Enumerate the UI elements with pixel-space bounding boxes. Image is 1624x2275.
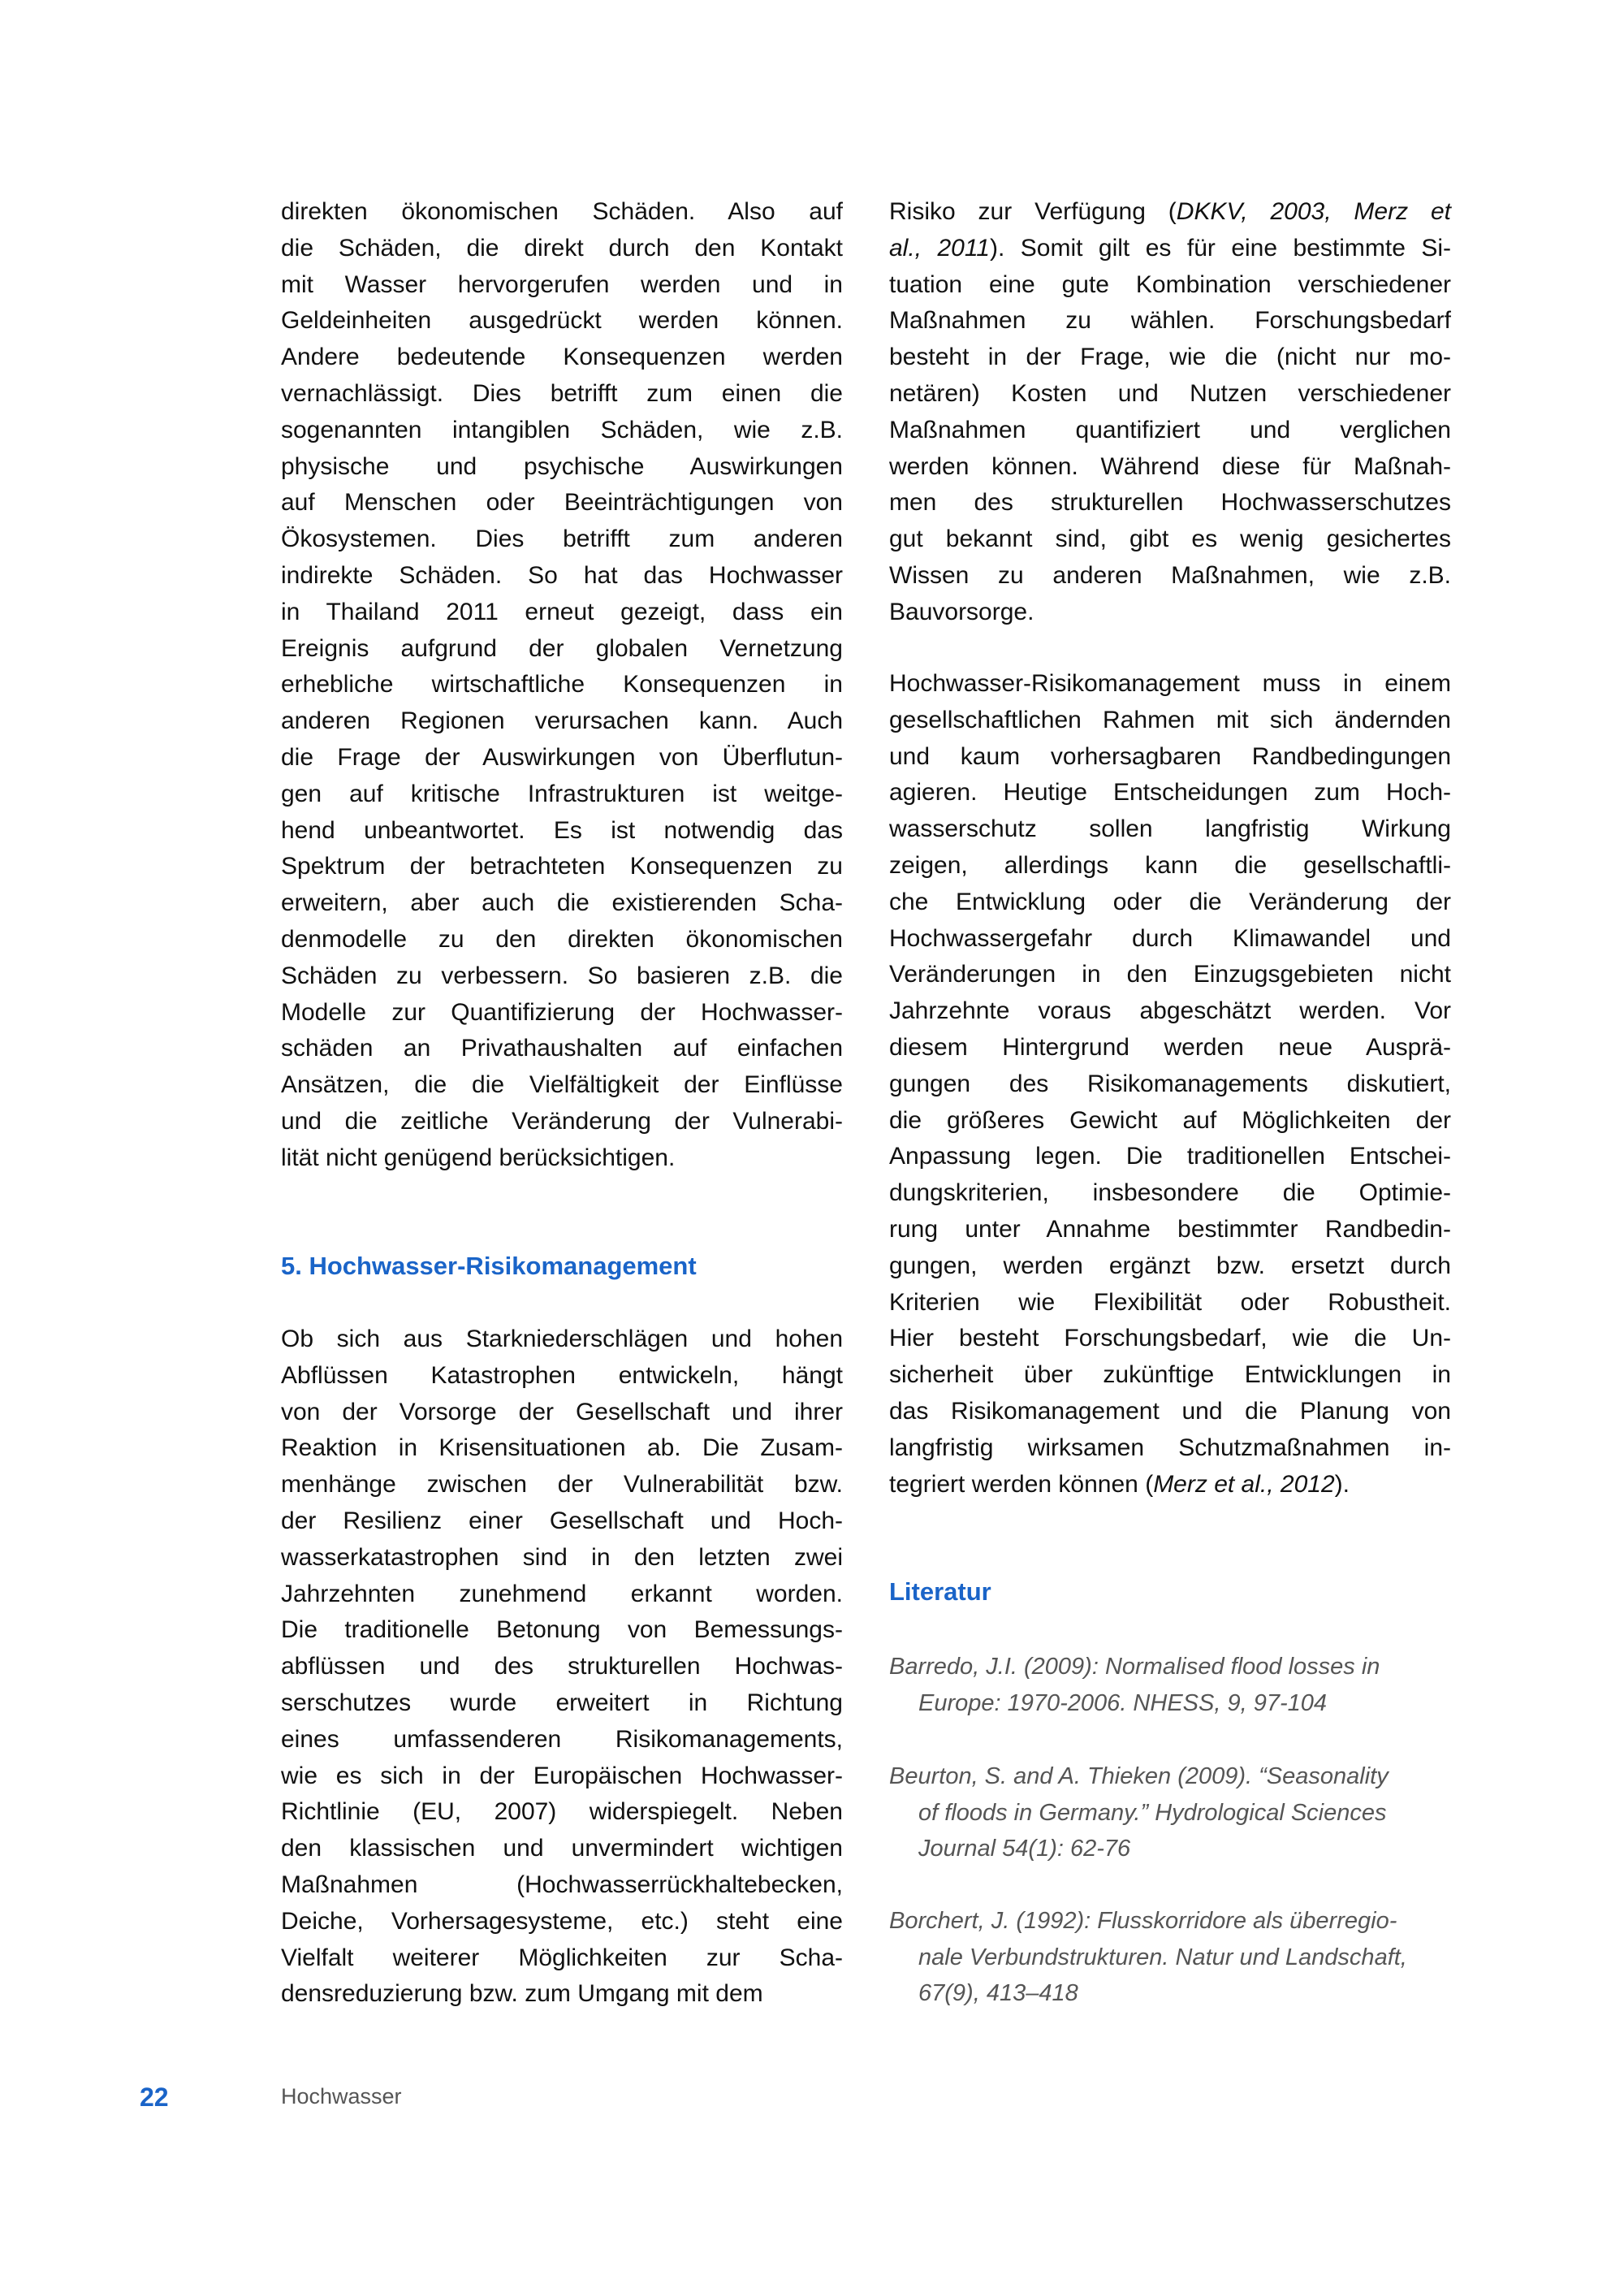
citation-text: Merz et al., 2012 (1153, 1470, 1335, 1498)
text-line: indirekte Schäden. So hat das Hochwasser (281, 561, 843, 589)
reference-line: Journal 54(1): 62-76 (918, 1836, 1131, 1862)
section-heading: 5. Hochwasser-Risikomanagement (281, 1252, 697, 1280)
text-line: gen auf kritische Infrastrukturen ist weitge- (281, 780, 843, 807)
reference-line: 67(9), 413–418 (918, 1980, 1078, 2006)
text-line: erhebliche wirtschaftliche Konsequenzen in (281, 671, 843, 699)
text-line: netären) Kosten und Nutzen verschiedener (889, 379, 1451, 407)
text-line: der Resilienz einer Gesellschaft und Hoch- (281, 1507, 843, 1534)
text-line: tuation eine gute Kombination verschiedener (889, 270, 1451, 298)
text-line: Ökosystemen. Dies betrifft zum anderen (281, 525, 843, 553)
text-line: menhänge zwischen der Vulnerabilität bzw. (281, 1471, 843, 1499)
text-line: Veränderungen in den Einzugsgebieten nicht (889, 961, 1451, 988)
reference-line: nale Verbundstrukturen. Natur und Landschaft, (918, 1944, 1407, 1970)
text-line: schäden an Privathaushalten auf einfachen (281, 1035, 843, 1062)
running-title: Hochwasser (281, 2084, 402, 2108)
text-segment: tegriert werden können ( (889, 1470, 1154, 1498)
text-line: anderen Regionen verursachen kann. Auch (281, 707, 843, 735)
text-line: serschutzes wurde erweitert in Richtung (281, 1689, 843, 1716)
text-line: Maßnahmen zu wählen. Forschungsbedarf (889, 307, 1451, 335)
text-line: sogenannten intangiblen Schäden, wie z.B. (281, 416, 843, 443)
text-line: und kaum vorhersagbaren Randbedingungen (889, 742, 1451, 770)
text-line: gesellschaftlichen Rahmen mit sich ändernden (889, 706, 1451, 733)
text-line: den klassischen und unvermindert wichtigen (281, 1835, 843, 1862)
text-line: zeigen, allerdings kann die gesellschaftli- (889, 851, 1451, 879)
reference-line: Beurton, S. and A. Thieken (2009). “Seasonality (889, 1763, 1389, 1789)
text-line: besteht in der Frage, wie die (nicht nur mo- (889, 344, 1451, 371)
text-line: lität nicht genügend berücksichtigen. (281, 1144, 676, 1171)
text-line: Bauvorsorge. (889, 598, 1034, 625)
text-line (889, 1467, 1451, 1503)
literature-heading: Literatur (889, 1577, 991, 1606)
reference-item (889, 1649, 1451, 1721)
text-line: Ansätzen, die die Vielfältigkeit der Einflüsse (281, 1071, 843, 1099)
text-line: Wissen zu anderen Maßnahmen, wie z.B. (889, 561, 1451, 589)
text-line: densreduzierung bzw. zum Umgang mit dem (281, 1980, 763, 2008)
text-line: Kriterien wie Flexibilität oder Robustheit. (889, 1288, 1451, 1316)
text-line: Hochwasser-Risikomanagement muss in einem (889, 670, 1451, 697)
reference-line: of floods in Germany.” Hydrological Sciences (918, 1799, 1387, 1826)
left-paragraph-2 (281, 1321, 843, 2013)
citation-text: al., 2011 (889, 234, 990, 262)
text-line: diesem Hintergrund werden neue Ausprä- (889, 1033, 1451, 1061)
text-line: Andere bedeutende Konsequenzen werden (281, 344, 843, 371)
right-paragraph-2 (889, 666, 1451, 1503)
text-line: die Frage der Auswirkungen von Überflutun- (281, 743, 843, 771)
text-line: Geldeinheiten ausgedrückt werden können. (281, 307, 843, 335)
reference-item (889, 1903, 1451, 2012)
text-line: men des strukturellen Hochwasserschutzes (889, 489, 1451, 517)
text-line: Maßnahmen quantifiziert und verglichen (889, 416, 1451, 443)
text-line: Abflüssen Katastrophen entwickeln, hängt (281, 1361, 843, 1389)
text-line: das Risikomanagement und die Planung von (889, 1397, 1451, 1425)
text-line: erweitern, aber auch die existierenden Scha- (281, 889, 843, 917)
text-line: von der Vorsorge der Gesellschaft und ihrer (281, 1398, 843, 1425)
text-line: Jahrzehnten zunehmend erkannt worden. (281, 1580, 843, 1607)
text-line: Anpassung legen. Die traditionellen Entschei- (889, 1143, 1451, 1170)
text-line: gut bekannt sind, gibt es wenig gesichertes (889, 525, 1451, 553)
text-line: Reaktion in Krisensituationen ab. Die Zusam- (281, 1434, 843, 1462)
text-line: die Schäden, die direkt durch den Kontakt (281, 234, 843, 262)
text-line: wasserschutz sollen langfristig Wirkung (889, 815, 1451, 843)
text-line: werden können. Während diese für Maßnah- (889, 452, 1451, 480)
text-line: Maßnahmen (Hochwasserrückhaltebecken, (281, 1871, 843, 1898)
text-line: auf Menschen oder Beeinträchtigungen von (281, 489, 843, 517)
text-line: direkten ökonomischen Schäden. Also auf (281, 198, 843, 225)
text-line: in Thailand 2011 erneut gezeigt, dass ein (281, 598, 843, 625)
text-segment: ). Somit gilt es für eine bestimmte Si- (990, 234, 1451, 262)
reference-item (889, 1758, 1451, 1867)
text-line: und die zeitliche Veränderung der Vulnerabi- (281, 1107, 843, 1135)
text-line: agieren. Heutige Entscheidungen zum Hoch- (889, 779, 1451, 807)
text-line: Modelle zur Quantifizierung der Hochwasser- (281, 998, 843, 1026)
text-line: sicherheit über zukünftige Entwicklungen in (889, 1361, 1451, 1389)
text-line: Spektrum der betrachteten Konsequenzen zu (281, 853, 843, 880)
page-number: 22 (140, 2083, 169, 2112)
reference-line: Borchert, J. (1992): Flusskorridore als überregio- (889, 1908, 1397, 1934)
text-line: Die traditionelle Betonung von Bemessungs- (281, 1616, 843, 1644)
citation-text: DKKV, 2003, Merz et (1176, 198, 1451, 225)
text-line: abflüssen und des strukturellen Hochwas- (281, 1653, 843, 1680)
text-segment: Risiko zur Verfügung ( (889, 198, 1177, 225)
text-line: gungen, werden ergänzt bzw. ersetzt durch (889, 1252, 1451, 1279)
text-line: Schäden zu verbessern. So basieren z.B. die (281, 962, 843, 989)
text-line: physische und psychische Auswirkungen (281, 452, 843, 480)
text-line: Jahrzehnte voraus abgeschätzt werden. Vor (889, 997, 1451, 1025)
text-line: vernachlässigt. Dies betrifft zum einen die (281, 379, 843, 407)
reference-line: Europe: 1970-2006. NHESS, 9, 97-104 (918, 1689, 1327, 1716)
text-line: dungskriterien, insbesondere die Optimie- (889, 1179, 1451, 1207)
text-line: Richtlinie (EU, 2007) widerspiegelt. Neben (281, 1798, 843, 1826)
text-line: denmodelle zu den direkten ökonomischen (281, 925, 843, 953)
text-line: Hier besteht Forschungsbedarf, wie die Un- (889, 1325, 1451, 1352)
text-line: wie es sich in der Europäischen Hochwasser- (281, 1762, 843, 1789)
right-paragraph-1 (889, 194, 1451, 631)
text-line: gungen des Risikomanagements diskutiert, (889, 1070, 1451, 1097)
text-segment: ). (1334, 1470, 1350, 1498)
text-line: Ob sich aus Starkniederschlägen und hohen (281, 1326, 843, 1352)
text-line (889, 231, 1451, 267)
text-line: wasserkatastrophen sind in den letzten zwei (281, 1543, 843, 1571)
text-line: Vielfalt weiterer Möglichkeiten zur Scha- (281, 1944, 843, 1971)
text-line: rung unter Annahme bestimmter Randbedin- (889, 1215, 1451, 1243)
reference-line: Barredo, J.I. (2009): Normalised flood losses in (889, 1654, 1380, 1680)
text-line: mit Wasser hervorgerufen werden und in (281, 270, 843, 298)
text-line: che Entwicklung oder die Veränderung der (889, 888, 1451, 915)
text-line (889, 194, 1451, 231)
text-line: eines umfassenderen Risikomanagements, (281, 1725, 843, 1753)
left-paragraph-1 (281, 194, 843, 1177)
text-line: hend unbeantwortet. Es ist notwendig das (281, 816, 843, 844)
text-line: Deiche, Vorhersagesysteme, etc.) steht eine (281, 1907, 843, 1935)
text-line: Ereignis aufgrund der globalen Vernetzung (281, 634, 843, 662)
text-line: Hochwassergefahr durch Klimawandel und (889, 924, 1451, 952)
text-line: langfristig wirksamen Schutzmaßnahmen in- (889, 1434, 1451, 1461)
text-line: die größeres Gewicht auf Möglichkeiten der (889, 1106, 1451, 1134)
